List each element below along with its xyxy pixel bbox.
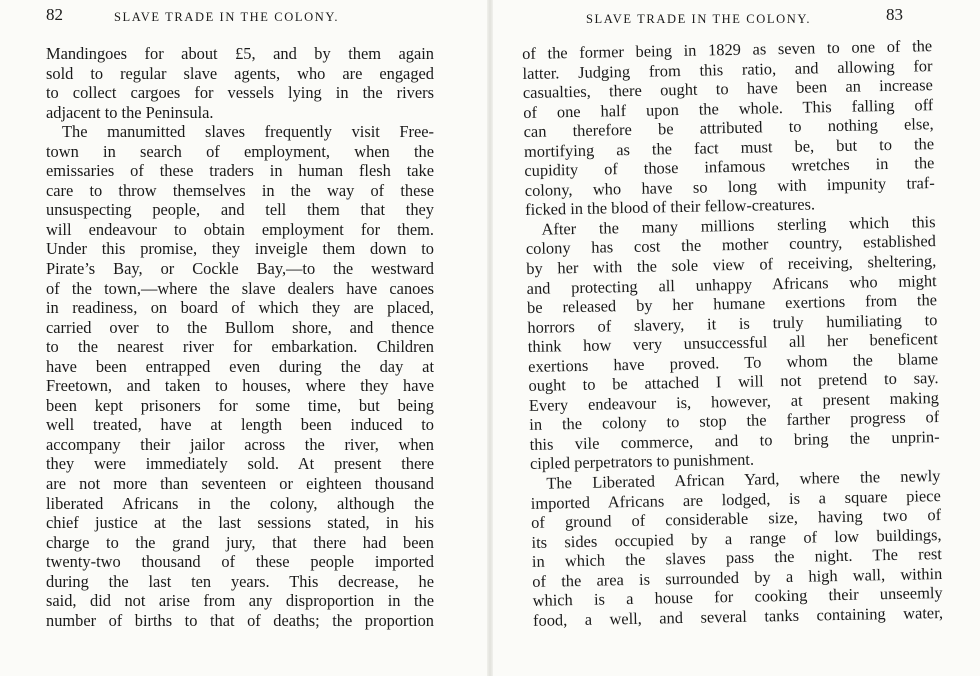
text-line: twenty-two thousand of these people imported: [46, 552, 434, 572]
text-line: this vile commerce, and to bring the unprin-: [529, 426, 940, 454]
text-line: Mandingoes for about £5, and by them again: [46, 44, 434, 63]
text-line: food, a well, and several tanks containing water,: [532, 602, 944, 630]
text-line: emissaries of these traders in human flesh take: [46, 161, 434, 181]
text-line: Every endeavour is, however, at present making: [528, 387, 940, 415]
text-line: care to throw themselves in the way of these: [46, 180, 434, 200]
text-line: adjacent to the Peninsula.: [46, 102, 214, 122]
text-line: they were immediately sold. At present there: [46, 454, 434, 474]
left-page-text: [46, 44, 434, 630]
text-line: well treated, have at length been induced to: [46, 415, 434, 435]
text-line: liberated Africans in the colony, although the: [46, 493, 434, 513]
text-line: to the nearest river for embarkation. Children: [46, 337, 434, 357]
text-line: will endeavour to obtain employment for them.: [46, 219, 434, 239]
text-line: of one half upon the whole. This falling off: [523, 94, 934, 122]
text-line: sold to regular slave agents, who are engaged: [46, 63, 434, 83]
text-line: said, did not arise from any disproportion in the: [46, 591, 434, 611]
text-line: exertions have proved. To whom the blame: [528, 348, 939, 376]
right-page-text: [522, 36, 943, 630]
text-line: town in search of employment, when the: [46, 141, 434, 161]
text-line: horrors of slavery, it is truly humiliating to: [527, 309, 938, 337]
text-line: be released by her humane exertions from the: [526, 290, 938, 318]
text-line: chief justice at the last sessions stated, in his: [46, 513, 434, 533]
text-line: The manumitted slaves frequently visit Free-: [62, 122, 434, 142]
text-line: cipled perpetrators to punishment.: [529, 450, 755, 474]
text-line: of ground of considerable size, having two of: [531, 505, 942, 533]
running-head-left: SLAVE TRADE IN THE COLONY.: [114, 10, 340, 24]
text-line: are not more than seventeen or eighteen thousand: [46, 474, 434, 494]
text-line: colony has cost the mother country, established: [525, 231, 937, 259]
text-line: The Liberated African Yard, where the newly: [546, 466, 941, 493]
text-line: After the many millions sterling which this: [541, 212, 936, 239]
text-line: in the colony to stop the farther progress of: [529, 407, 940, 435]
text-line: colony, who have so long with impunity traf-: [524, 172, 935, 200]
text-line: carried over to the Bullom shore, and thence: [46, 317, 434, 337]
text-line: accompany their jailor across the river, when: [46, 434, 434, 454]
text-line: of the area is surrounded by a high wall, within: [532, 563, 943, 591]
text-line: number of births to that of deaths; the proportion: [46, 610, 434, 630]
text-line: ficked in the blood of their fellow-creatures.: [525, 194, 816, 220]
text-line: of the town,—where the slave dealers have canoes: [46, 278, 434, 298]
text-line: ought to be attached I will not pretend to say.: [528, 368, 939, 396]
text-line: Freetown, and taken to houses, where they have: [46, 376, 434, 396]
page-number-right: 83: [886, 5, 903, 24]
text-line: its sides occupied by a range of low buildings,: [531, 524, 942, 552]
text-line: to collect cargoes for vessels lying in the rivers: [46, 83, 434, 103]
text-line: in which the slaves pass the night. The rest: [531, 544, 943, 572]
text-line: mortifying as the fact must be, but to the: [523, 133, 935, 161]
text-line: casualties, there ought to have been an increase: [522, 75, 934, 103]
text-line: during the last ten years. This decrease, he: [46, 571, 434, 591]
text-line: and protecting all unhappy Africans who might: [526, 270, 937, 298]
text-line: imported Africans are lodged, is a square piece: [530, 485, 941, 513]
text-line: Pirate’s Bay, or Cockle Bay,—to the westward: [46, 259, 434, 279]
text-line: think how very unsuccessful all her beneficent: [527, 329, 938, 357]
text-line: unsuspecting people, and tell them that they: [46, 200, 434, 220]
text-line: charge to the grand jury, that there had been: [46, 532, 434, 552]
text-line: which is a house for cooking their unseemly: [532, 583, 943, 611]
text-line: Under this promise, they inveigle them down to: [46, 239, 434, 259]
page-number-left: 82: [46, 5, 63, 24]
running-head-right: SLAVE TRADE IN THE COLONY.: [586, 12, 812, 26]
text-line: have been entrapped even during the day at: [46, 356, 434, 376]
text-line: been kept prisoners for some time, but being: [46, 395, 434, 415]
text-line: of the former being in 1829 as seven to one of the: [522, 36, 933, 63]
text-line: by her with the sole view of receiving, sheltering,: [526, 251, 937, 278]
text-line: in readiness, on board of which they are placed,: [46, 298, 434, 318]
text-line: latter. Judging from this ratio, and allowing for: [522, 55, 933, 83]
right-page: [490, 0, 980, 676]
text-line: cupidity of those infamous wretches in the: [524, 153, 935, 181]
text-line: can therefore be attributed to nothing else,: [523, 114, 934, 142]
